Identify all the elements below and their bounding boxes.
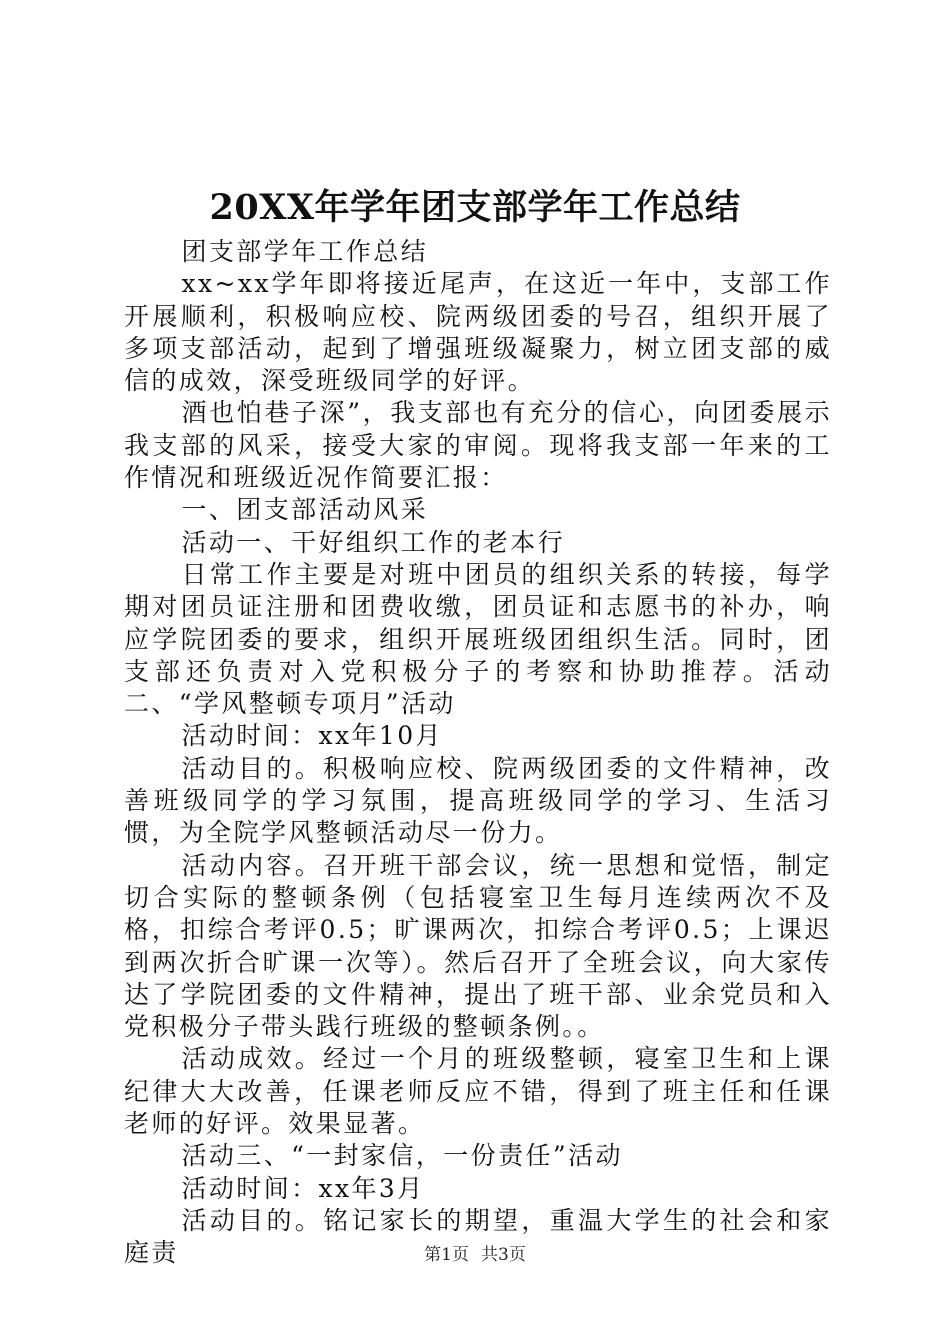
paragraph: 活动目的。铭记家长的期望，重温大学生的社会和家庭责 [124,1205,832,1268]
page-footer [0,1244,950,1266]
paragraph: 酒也怕巷子深”，我支部也有充分的信心，向团委展示我支部的风采，接受大家的审阅。现将我支部一年来的工作情况和班级近况作简要汇报： [124,398,832,493]
page-total: 共3页 [481,1245,526,1265]
document-body [124,236,832,1270]
document-title: 20XX年学年团支部学年工作总结 [209,187,741,228]
activity-heading: 活动三、“一封家信，一份责任”活动 [181,1141,623,1171]
activity-time: 活动时间：xx年10月 [181,721,443,751]
paragraph: 团支部学年工作总结 [181,237,429,266]
paragraph: xx~xx学年即将接近尾声，在这近一年中，支部工作开展顺利，积极响应校、院两级团委的号召，组织开展了多项支部活动，起到了增强班级凝聚力，树立团支部的威信的成效，深受班级同学的好评。 [124,269,832,396]
paragraph: 活动内容。召开班干部会议，统一思想和觉悟，制定切合实际的整顿条例（包括寝室卫生每月连续两次不及格，扣综合考评0.5；旷课两次，扣综合考评0.5；上课迟到两次折合旷课一次等）。然后召开了全班会议，向大家传达了学院团委的文件精神，提出了班干部、业余党员和入党积极分子带头践行班级的整顿条例。。 [124,850,832,1042]
paragraph: 活动成效。经过一个月的班级整顿，寝室卫生和上课纪律大大改善，任课老师反应不错，得到了班主任和任课老师的好评。效果显著。 [124,1044,832,1139]
paragraph: 日常工作主要是对班中团员的组织关系的转接，每学期对团员证注册和团费收缴，团员证和志愿书的补办，响应学院团委的要求，组织开展班级团组织生活。同时，团支部还负责对入党积极分子的考察和协助推荐。活动二、“学风整顿专项月”活动 [124,559,832,719]
activity-time: 活动时间：xx年3月 [181,1173,425,1203]
activity-heading: 活动一、干好组织工作的老本行 [181,527,566,557]
paragraph: 活动目的。积极响应校、院两级团委的文件精神，改善班级同学的学习氛围，提高班级同学的学习、生活习惯，为全院学风整顿活动尽一份力。 [124,753,832,848]
section-heading: 一、团支部活动风采 [181,495,429,525]
page-number: 第1页 [424,1245,469,1265]
